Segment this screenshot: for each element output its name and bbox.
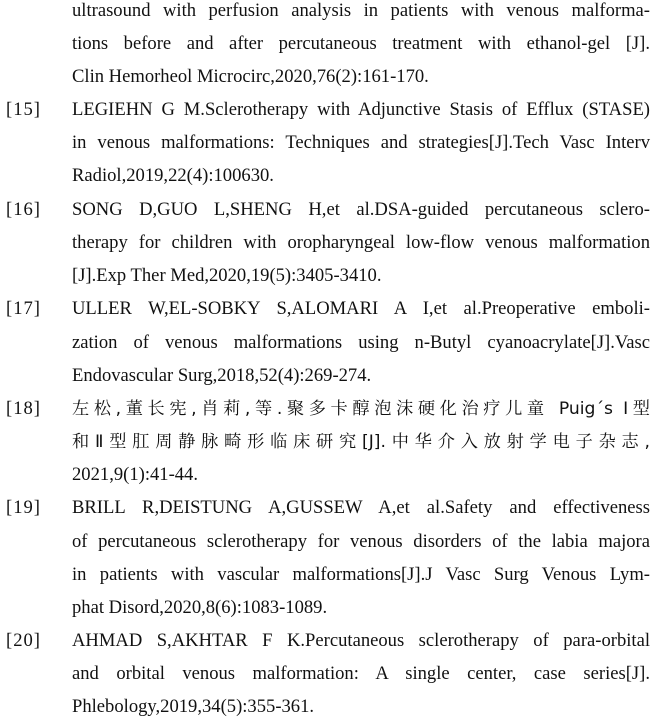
reference-number: [17] — [6, 298, 41, 319]
reference-line: AHMAD S,AKHTAR F K.Percutaneous sclerotherapy of para-orbital — [72, 630, 650, 651]
reference-line: Endovascular Surg,2018,52(4):269-274. — [72, 365, 372, 386]
reference-number: [18] — [6, 398, 41, 419]
reference-line: LEGIEHN G M.Sclerotherapy with Adjunctive Stasis of Efflux (STASE) — [72, 99, 650, 120]
reference-line: phat Disord,2020,8(6):1083-1089. — [72, 597, 328, 618]
reference-number: [16] — [6, 199, 41, 220]
reference-line: Clin Hemorheol Microcirc,2020,76(2):161-170. — [72, 66, 429, 87]
reference-line: BRILL R,DEISTUNG A,GUSSEW A,et al.Safety and effectiveness — [72, 497, 650, 518]
reference-line: Phlebology,2019,34(5):355-361. — [72, 696, 315, 717]
reference-line: [J].Exp Ther Med,2020,19(5):3405-3410. — [72, 265, 382, 286]
reference-number: [15] — [6, 99, 41, 120]
reference-line: zation of venous malformations using n-Butyl cyanoacrylate[J].Vasc — [72, 332, 650, 353]
reference-line: in patients with vascular malformations[J].J Vasc Surg Venous Lym- — [72, 564, 650, 585]
reference-number: [19] — [6, 497, 41, 518]
reference-line: Radiol,2019,22(4):100630. — [72, 165, 274, 186]
reference-line: 2021,9(1):41-44. — [72, 464, 199, 485]
reference-number: [20] — [6, 630, 41, 651]
reference-line: SONG D,GUO L,SHENG H,et al.DSA-guided percutaneous sclero- — [72, 199, 650, 220]
reference-line: and orbital venous malformation: A single center, case series[J]. — [72, 663, 650, 684]
reference-line: in venous malformations: Techniques and strategies[J].Tech Vasc Interv — [72, 132, 650, 153]
reference-line: ULLER W,EL-SOBKY S,ALOMARI A I,et al.Preoperative emboli- — [72, 298, 650, 319]
reference-line: therapy for children with oropharyngeal low-flow venous malformation — [72, 232, 650, 253]
reference-line: 和Ⅱ型肛周静脉畸形临床研究[J].中华介入放射学电子杂志, — [72, 432, 650, 452]
reference-line: 左松,董长宪,肖莉,等.聚多卡醇泡沫硬化治疗儿童 Puig´s Ⅰ型 — [72, 399, 650, 419]
reference-line: of percutaneous sclerotherapy for venous disorders of the labia majora — [72, 531, 650, 552]
reference-line: tions before and after percutaneous treatment with ethanol-gel [J]. — [72, 33, 650, 54]
reference-line: ultrasound with perfusion analysis in patients with venous malforma- — [72, 0, 650, 21]
